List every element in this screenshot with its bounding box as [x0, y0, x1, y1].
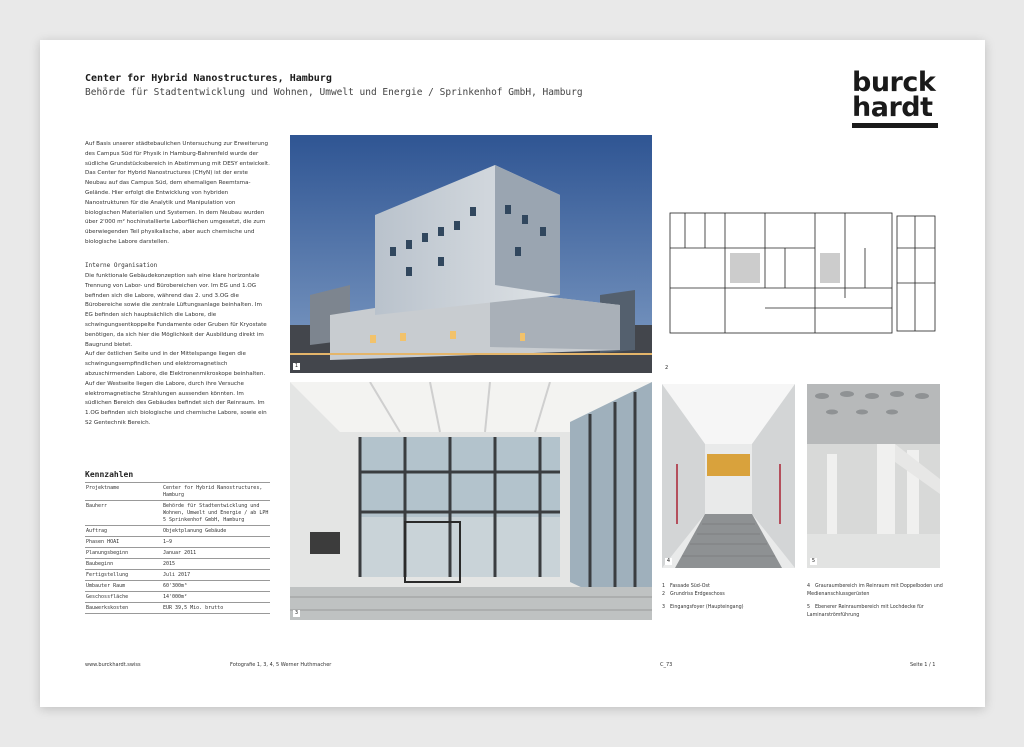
facade-illustration	[290, 135, 652, 373]
intro-paragraph: Auf Basis unserer städtebaulichen Untersuchung zur Erweiterung des Campus Süd für Physik in Hamburg-Bahrenfeld wurde der südliche Grundstücksbereich in Abstimmung mit DESY entwickelt. Das Center for Hybrid Nanostructures (CHyN) ist der erste Neubau auf das Campus Süd, dem ehemaligen Reemtsma-Gelände. Hier erfolgt die Entwicklung von hybriden Nanostrukturen für die Analytik und Manipulation von biologischen Materialien und Systemen. In dem Neubau wurden über 2'000 m² hochinstallierte Laborflächen umgesetzt, die zum überwiegenden Teil physikalische, aber auch chemische und biologische Labore darstellen.	[85, 141, 270, 245]
caption-number: 5	[807, 605, 811, 610]
row-value: Juli 2017	[162, 570, 270, 581]
foyer-illustration	[290, 382, 652, 620]
caption-number: 3	[662, 605, 666, 610]
caption-item	[807, 583, 943, 599]
row-label: Projektname	[85, 483, 162, 501]
row-value: EUR 39,5 Mio. brutto	[162, 603, 270, 614]
photo-foyer[interactable]	[290, 382, 652, 620]
photo-number: 4	[666, 558, 671, 564]
logo-line-2: hardt	[852, 92, 933, 123]
logo-line-1: burck	[852, 67, 936, 98]
photo-number: 5	[811, 558, 816, 564]
project-title: Center for Hybrid Nanostructures, Hamburg	[85, 73, 332, 84]
caption-item	[662, 604, 744, 612]
captions-right	[807, 583, 943, 620]
row-value: 2015	[162, 559, 270, 570]
table-row	[85, 548, 270, 559]
row-value: Januar 2011	[162, 548, 270, 559]
project-subtitle: Behörde für Stadtentwicklung und Wohnen, Umwelt und Energie / Sprinkenhof GmbH, Hamburg	[85, 87, 583, 98]
row-value: Center for Hybrid Nanostructures, Hamburg	[162, 483, 270, 501]
kennzahlen-table	[85, 482, 270, 614]
kennzahlen-title: Kennzahlen	[85, 470, 134, 479]
document-page	[40, 40, 985, 707]
table-row	[85, 483, 270, 501]
row-label: Fertigstellung	[85, 570, 162, 581]
row-label: Bauwerkskosten	[85, 603, 162, 614]
row-value: Objektplanung Gebäude	[162, 526, 270, 537]
footer-credits: Fotografie 1, 3, 4, 5 Werner Huthmacher	[230, 662, 332, 668]
row-label: Phasen HOAI	[85, 537, 162, 548]
footer-code: C_73	[660, 662, 673, 668]
row-value: 60'300m³	[162, 581, 270, 592]
photo-number: 3	[294, 610, 299, 616]
plan-number: 2	[665, 365, 669, 371]
section-text	[85, 272, 270, 429]
table-row	[85, 592, 270, 603]
logo-underline	[852, 123, 938, 128]
row-value: 14'000m²	[162, 592, 270, 603]
caption-number: 2	[662, 592, 666, 597]
photo-cleanroom-corridor[interactable]	[662, 384, 795, 568]
burckhardt-logo	[852, 67, 947, 128]
footer-page-number: Seite 1 / 1	[910, 662, 936, 668]
section-paragraph-2: Auf der östlichen Seite und in der Mittelspange liegen die schwingungsempfindlichen und elektromagnetisch abzuschirmenden Labore, die Elektronenmikroskope beinhalten. Auf der Westseite liegen die Labore, durch ihre Versuche elektromagnetische Strahlungen aussenden könnten. Im südlichen Bereich des Gebäudes befindet sich der Reinraum. Im 1.OG befinden sich biologische und chemische Labore, sowie ein S2 Gentechnik Bereich.	[85, 351, 267, 426]
caption-text: Ebenerer Reinraumbereich mit Lochdecke für Laminarströmführung	[807, 605, 924, 618]
row-value: 1–9	[162, 537, 270, 548]
caption-text: Grauraumbereich im Reinraum mit Doppelboden und Medienanschlussgerüsten	[807, 584, 943, 597]
row-label: Planungsbeginn	[85, 548, 162, 559]
intro-text	[85, 140, 270, 248]
table-row	[85, 559, 270, 570]
caption-text: Eingangsfoyer (Haupteingang)	[670, 605, 744, 610]
caption-text: Grundriss Erdgeschoss	[670, 592, 725, 597]
row-label: Baubeginn	[85, 559, 162, 570]
caption-item	[807, 604, 943, 620]
caption-number: 4	[807, 584, 811, 589]
table-row	[85, 570, 270, 581]
section-heading: Interne Organisation	[85, 262, 158, 269]
table-row	[85, 537, 270, 548]
table-row	[85, 501, 270, 526]
corridor-illustration	[662, 384, 795, 568]
section-paragraph-1: Die funktionale Gebäudekonzeption sah eine klare horizontale Trennung von Labor- und Bürobereichen vor. Im EG und 1.OG befinden sich die Labore, während das 2. und 3.OG die Bürobereiche sowie die zentrale Lüftungsanlage beinhalten. Im EG befinden sich hauptsächlich die Labore, die schwingungsentkoppelte Fundamente oder Gruben für Kryostate benötigen, da sich hier die Möglichkeit der Ausbildung direkt im Baugrund bietet.	[85, 273, 267, 348]
floor-plan-drawing[interactable]	[665, 208, 943, 358]
caption-item	[662, 583, 744, 591]
caption-number: 1	[662, 584, 666, 589]
photo-facade[interactable]	[290, 135, 652, 373]
row-label: Umbauter Raum	[85, 581, 162, 592]
row-label: Bauherr	[85, 501, 162, 526]
photo-cleanroom-ceiling[interactable]	[807, 384, 940, 568]
floor-plan-illustration	[665, 208, 943, 358]
row-label: Geschossfläche	[85, 592, 162, 603]
caption-item	[662, 591, 744, 599]
ceiling-illustration	[807, 384, 940, 568]
caption-text: Fassade Süd-Ost	[670, 584, 710, 589]
captions-left	[662, 583, 744, 612]
table-row	[85, 526, 270, 537]
footer-website[interactable]: www.burckhardt.swiss	[85, 662, 141, 668]
row-value: Behörde für Stadtentwicklung und Wohnen, Umwelt und Energie / ab LPH 5 Sprinkenhof GmbH, Hamburg	[162, 501, 270, 526]
table-row	[85, 603, 270, 614]
table-row	[85, 581, 270, 592]
photo-number: 1	[294, 363, 299, 369]
row-label: Auftrag	[85, 526, 162, 537]
